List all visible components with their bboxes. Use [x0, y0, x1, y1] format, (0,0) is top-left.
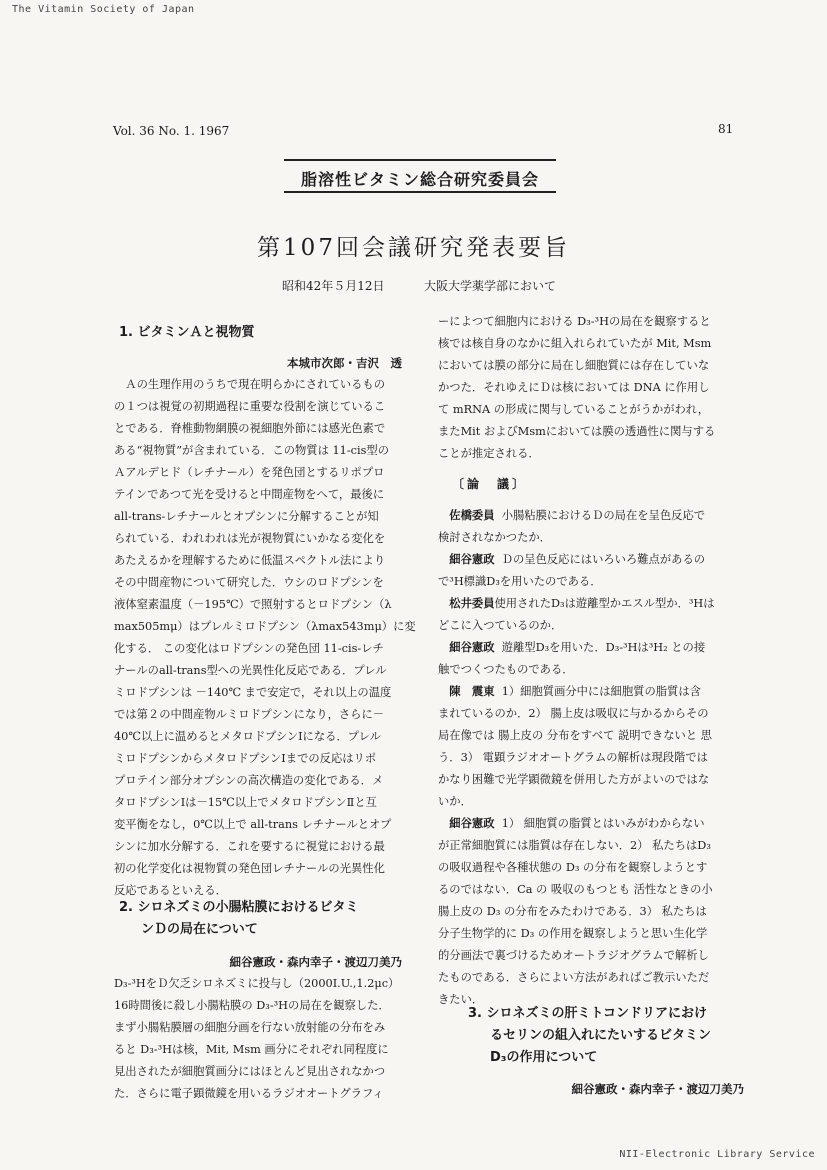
section3-heading-line2: るセリンの組入れにたいするビタミン	[490, 1028, 712, 1043]
discussion-entry	[438, 593, 756, 637]
discussion-entry	[438, 505, 756, 549]
section2-line: D₃-³HをＤ欠乏シロネズミに投与し（2000I.U.,1.2μc）	[114, 977, 400, 990]
section2-line: まず小腸粘膜層の細胞分画を行ない放射能の分布をみ	[114, 1021, 386, 1034]
discussion-line: まれているのか．2） 腸上皮は吸収に与かるからその	[438, 707, 709, 720]
section2-line: ると D₃-³Hは核，Mit, Msm 画分にそれぞれ同程度に	[114, 1043, 389, 1056]
section1-line: タロドプシンⅠは－15℃以上でメタロドプシンⅡと互	[114, 796, 377, 809]
discussion-line: 局在像では 腸上皮の 分布をすべて 説明できないと 思	[438, 729, 712, 742]
section1-line: ミロドプシンは －140℃ まで安定で，それ以上の温度	[114, 686, 392, 699]
discussion-speaker: 佐橋委員	[449, 509, 495, 522]
section2-heading-line2: ンＤの局在について	[141, 922, 258, 937]
discussion-speaker: 細谷憲政	[449, 553, 495, 566]
section1-line: られている．われわれは光が視物質にいかなる変化を	[114, 532, 386, 545]
section1-line: 液体窒素温度（－195℃）で照射するとロドプシン（λ	[114, 598, 392, 611]
discussion-entry	[438, 681, 756, 813]
section1-line: あたえるかを理解するために低温スペクトル法により	[114, 554, 386, 567]
section2-cont-line: においては膜の部分に局在し細胞質には存在していな	[438, 359, 710, 372]
section1-heading: 1. ビタミンＡと視物質	[119, 325, 255, 340]
discussion-line: 1）細胞質画分中には細胞質の脂質は含	[501, 685, 701, 698]
discussion-speaker: 松井委員	[449, 597, 495, 610]
meeting-title: 第107回会議研究発表要旨	[257, 235, 570, 261]
section2-cont-line: て mRNA の形成に関与していることがうかがわれ，	[438, 403, 710, 416]
discussion-line: たものである．さらによい方法があればご教示いただ	[438, 971, 710, 984]
section3-heading-line3: D₃の作用について	[490, 1050, 598, 1065]
section1-line: 変平衡をなし，0℃以上で all-trans レチナールとオプ	[114, 818, 392, 831]
discussion-speaker: 細谷憲政	[449, 641, 495, 654]
section2-line: 見出されたが細胞質画分にはほとんど見出されなかつ	[114, 1065, 386, 1078]
discussion-label: 〔論 議〕	[452, 477, 528, 491]
section1-line: テインであつて光を受けると中間産物をへて，最後に	[114, 488, 385, 501]
discussion-entry	[438, 813, 756, 1011]
section1-line: ミロドプシンからメタロドプシンⅠまでの反応はリポ	[114, 752, 377, 765]
section1-body	[114, 374, 416, 902]
section1-line: プロテイン部分オプシンの高次構造の変化である．メ	[114, 774, 384, 787]
discussion-body	[438, 505, 756, 1011]
section2-continuation	[438, 311, 756, 465]
discussion-line: 1） 細胞質の脂質とはいみがわからない	[501, 817, 705, 830]
section1-line: 初の化学変化は視物質の発色団レチナールの光異性化	[114, 862, 385, 875]
section1-line: その中間産物について研究した．ウシのロドプシンを	[114, 576, 384, 589]
section1-line: max505mμ）はプレルミロドプシン（λmax543mμ）に変	[114, 620, 416, 633]
section1-line: ナールのall-trans型への光異性化反応である．プレル	[114, 664, 387, 677]
discussion-line: が正常細胞質には脂質は存在しない．2） 私たちはD₃	[438, 839, 711, 852]
section2-authors: 細谷憲政・森内幸子・渡辺刀美乃	[229, 955, 402, 969]
section1-line: 40℃以上に温めるとメタロドプシンⅠになる．プレル	[114, 730, 381, 743]
committee-title: 脂溶性ビタミン総合研究委員会	[300, 170, 539, 189]
top-watermark: The Vitamin Society of Japan	[12, 4, 195, 15]
discussion-line: 触でつくつたものである．	[438, 663, 574, 676]
section1-line: の１つは視覚の初期過程に重要な役割を演じているこ	[114, 400, 386, 413]
section2-cont-line: かつた．それゆえにＤは核においては DNA に作用し	[438, 381, 710, 394]
section1-line: では第２の中間産物ルミロドプシンになり，さらに－	[114, 708, 385, 721]
discussion-line: 小腸粘膜におけるＤの局在を呈色反応で	[501, 509, 706, 522]
discussion-line: るのではない．Ca の 吸収のもつとも 活性なときの小	[438, 883, 713, 896]
section2-cont-line: ーによつて細胞内における D₃-³Hの局在を観察すると	[438, 315, 711, 328]
discussion-speaker: 細谷憲政	[449, 817, 495, 830]
section2-line: 16時間後に殺し小腸粘膜の D₃-³Hの局在を観察した．	[114, 999, 390, 1012]
discussion-line: 腸上皮の D₃ の分布をみたわけである．3） 私たちは	[438, 905, 707, 918]
section3-authors: 細谷憲政・森内幸子・渡辺刀美乃	[571, 1082, 744, 1096]
discussion-line: う．3） 電顕ラジオオートグラムの解析は現段階では	[438, 751, 708, 764]
running-head: Vol. 36 No. 1. 1967	[113, 124, 230, 138]
section1-line: Ａアルデヒド（レチナール）を発色団とするリポプロ	[114, 466, 385, 479]
section1-authors: 本城市次郎・吉沢 透	[287, 356, 402, 370]
section1-line: 化する． この変化はロドプシンの発色団 11-cis-レチ	[114, 642, 384, 655]
discussion-line: きたい．	[438, 993, 484, 1006]
section1-line: 反応であるといえる．	[114, 884, 227, 897]
discussion-line: 分子生物学的に D₃ の作用を観察しようと思い生化学	[438, 927, 708, 940]
section2-cont-line: ことが推定される．	[438, 447, 540, 460]
bottom-watermark: NII-Electronic Library Service	[619, 1149, 815, 1160]
discussion-line: 遊離型D₃を用いた．D₃-³Hは³H₂ との接	[501, 641, 706, 654]
discussion-entry	[438, 549, 756, 593]
discussion-line: 使用されたD₃は遊離型かエスル型か．³Hは	[494, 597, 715, 610]
section2-body	[114, 973, 402, 1105]
section2-cont-line: 核では核自身のなかに組入れられていたが Mit, Msm	[438, 337, 712, 350]
discussion-line: の吸収過程や各種状態の D₃ の分布を観察しようとす	[438, 861, 708, 874]
section3-heading-line1: 3. シロネズミの肝ミトコンドリアにおけ	[468, 1006, 707, 1021]
meeting-place: 大阪大学薬学部において	[424, 279, 557, 293]
discussion-line: で³H標識D₃を用いたのである．	[438, 575, 602, 588]
page-number: 81	[718, 122, 734, 136]
discussion-line: いか．	[438, 795, 472, 808]
section1-line: all-trans-レチナールとオプシンに分解することが知	[114, 510, 379, 523]
discussion-speaker: 陳 震東	[449, 685, 495, 698]
section1-line: Ａの生理作用のうちで現在明らかにされているもの	[125, 378, 386, 391]
section2-cont-line: またMit およびMsmにおいては膜の透過性に関与する	[438, 425, 716, 438]
section2-line: た．さらに電子顕微鏡を用いるラジオオートグラフィ	[114, 1087, 384, 1100]
discussion-line: 的分画法で裏づけるためオートラジオグラムで解析し	[438, 949, 709, 962]
section1-line: シンに加水分解する．これを要するに視覚における最	[114, 840, 385, 853]
discussion-line: 検討されなかつたか．	[438, 531, 551, 544]
meeting-date: 昭和42年５月12日	[282, 279, 385, 293]
section2-heading-line1: 2. シロネズミの小腸粘膜におけるビタミ	[119, 900, 359, 915]
discussion-line: かなり困難で光学顕微鏡を併用した方がよいのではな	[438, 773, 710, 786]
section1-line: とである．脊椎動物網膜の視細胞外節には感光色素で	[114, 422, 386, 435]
discussion-line: Ｄの呈色反応にはいろいろ難点があるの	[501, 553, 706, 566]
committee-banner	[284, 159, 556, 193]
discussion-entry	[438, 637, 756, 681]
section1-line: ある“視物質”が含まれている．この物質は 11-cis型の	[114, 444, 390, 457]
discussion-line: どこに入つているのか．	[438, 619, 563, 632]
